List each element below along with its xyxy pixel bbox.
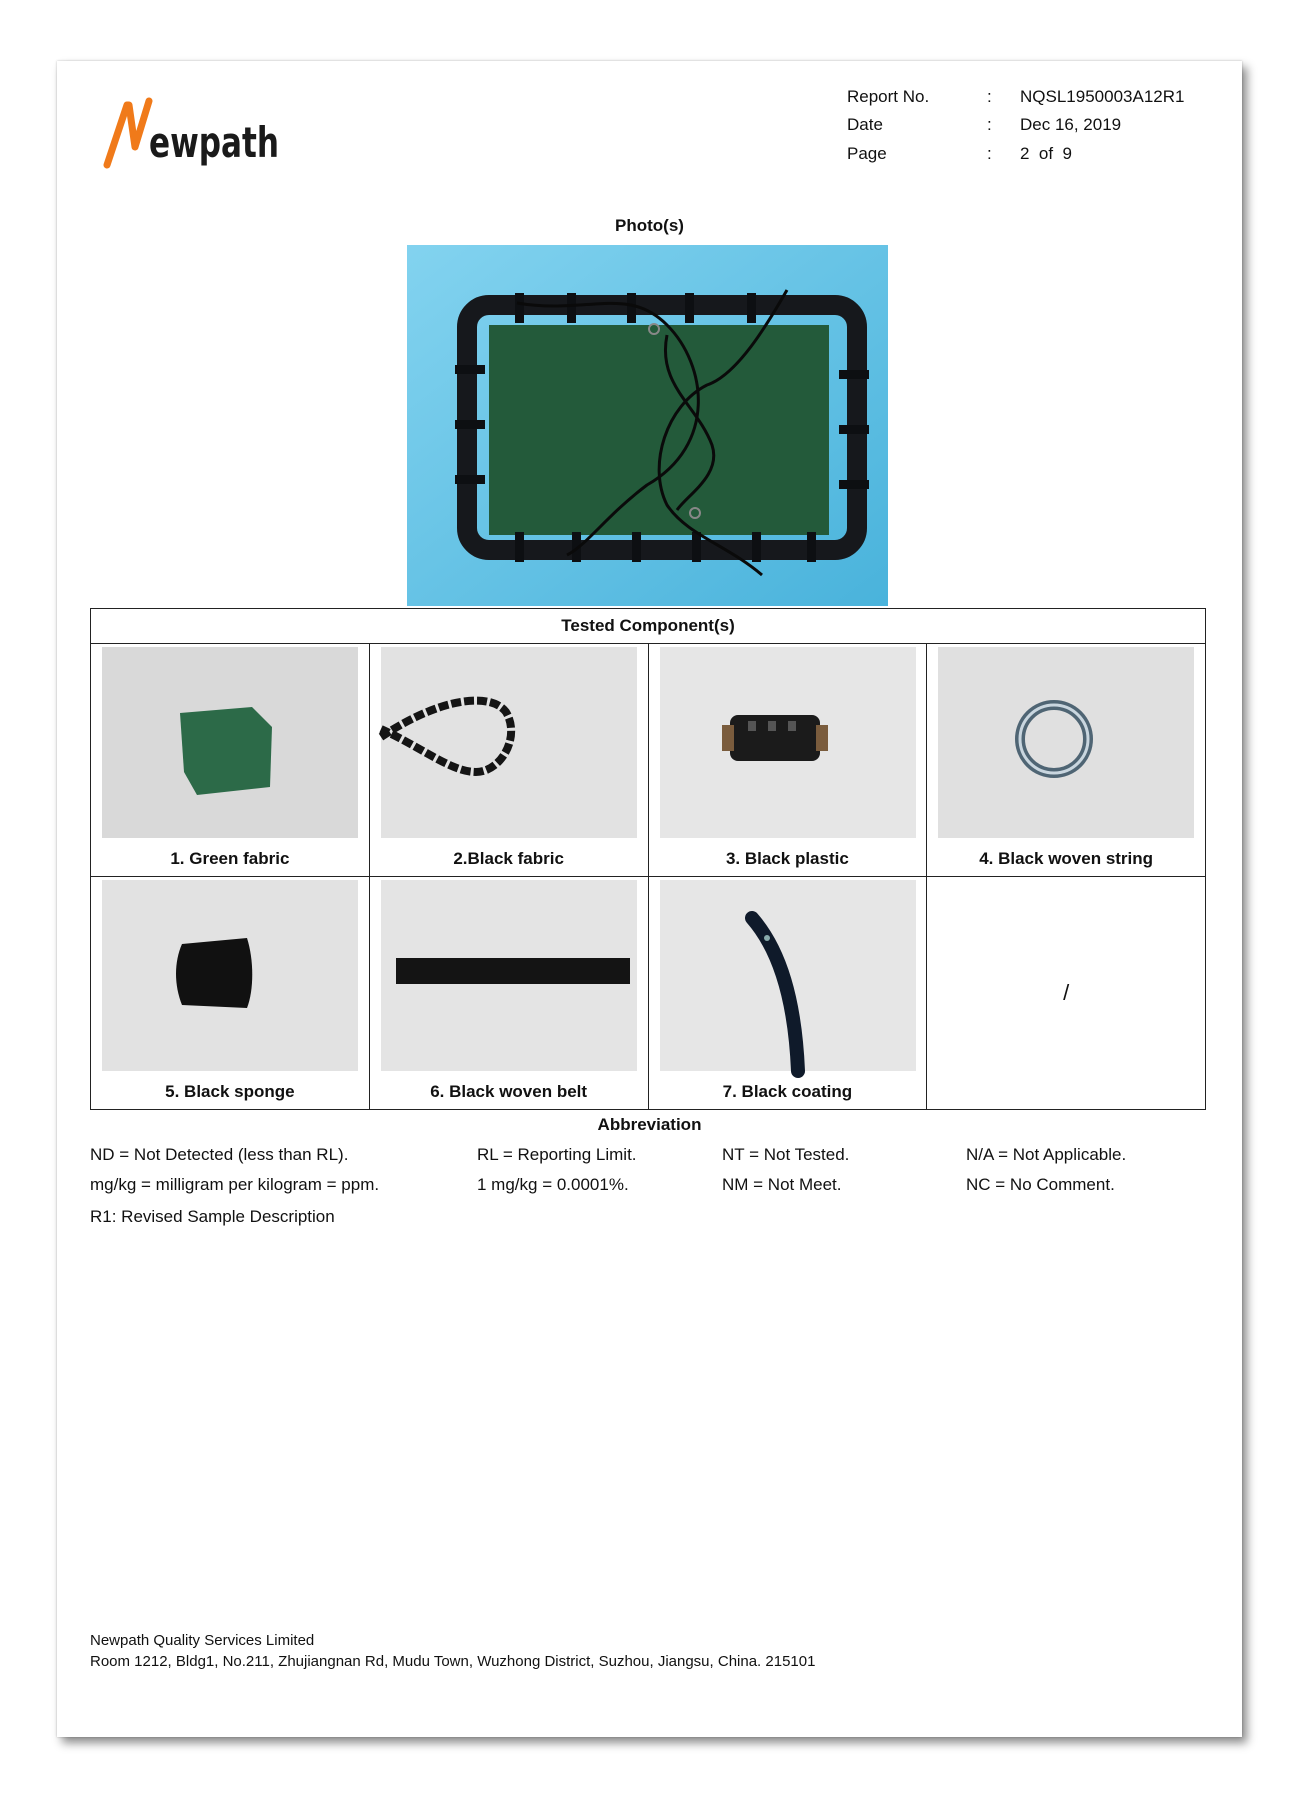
component-cell bbox=[648, 644, 927, 876]
black-fabric-photo bbox=[381, 647, 637, 838]
component-label: 5. Black sponge bbox=[165, 1082, 295, 1101]
abbr-r1: R1: Revised Sample Description bbox=[90, 1207, 335, 1226]
component-cell bbox=[91, 877, 369, 1109]
tested-components-title: Tested Component(s) bbox=[91, 609, 1205, 644]
date-colon: : bbox=[987, 115, 992, 134]
component-cell bbox=[648, 877, 927, 1109]
black-plastic-photo bbox=[660, 647, 916, 838]
abbr-percent: 1 mg/kg = 0.0001%. bbox=[477, 1175, 629, 1194]
date-value: Dec 16, 2019 bbox=[1020, 115, 1122, 134]
newpath-logo bbox=[97, 87, 287, 177]
date-label: Date bbox=[847, 115, 883, 134]
report-no-label: Report No. bbox=[847, 87, 930, 106]
page-value: 2 of 9 bbox=[1020, 144, 1072, 163]
photos-title: Photo(s) bbox=[615, 216, 684, 235]
page-label: Page bbox=[847, 144, 887, 163]
green-fabric-photo bbox=[102, 647, 358, 838]
black-coating-photo bbox=[660, 880, 916, 1071]
abbr-mgkg: mg/kg = milligram per kilogram = ppm. bbox=[90, 1175, 380, 1194]
page-colon: : bbox=[987, 144, 992, 163]
tested-components-table bbox=[90, 608, 1206, 1110]
component-label: 4. Black woven string bbox=[979, 849, 1154, 868]
abbreviation-title: Abbreviation bbox=[597, 1115, 702, 1134]
abbr-nm: NM = Not Meet. bbox=[722, 1175, 842, 1194]
black-sponge-photo bbox=[102, 880, 358, 1071]
component-label: 2.Black fabric bbox=[453, 849, 564, 868]
metal-ring-photo bbox=[938, 647, 1194, 838]
abbr-rl: RL = Reporting Limit. bbox=[477, 1145, 637, 1164]
component-label: 6. Black woven belt bbox=[430, 1082, 588, 1101]
component-label: 7. Black coating bbox=[722, 1082, 853, 1101]
empty-cell-slash: / bbox=[1063, 980, 1070, 1005]
footer-address: Room 1212, Bldg1, No.211, Zhujiangnan Rd, Mudu Town, Wuzhong District, Suzhou, Jiangsu, China. 215101 bbox=[90, 1653, 816, 1670]
table-row bbox=[91, 644, 1205, 876]
component-cell bbox=[369, 877, 648, 1109]
component-cell bbox=[91, 644, 369, 876]
sample-photo-swing bbox=[407, 245, 888, 606]
footer-company: Newpath Quality Services Limited bbox=[90, 1632, 315, 1649]
report-no-value: NQSL1950003A12R1 bbox=[1020, 87, 1185, 106]
component-cell bbox=[369, 644, 648, 876]
component-cell bbox=[926, 644, 1205, 876]
abbr-na: N/A = Not Applicable. bbox=[966, 1145, 1127, 1164]
component-label: 3. Black plastic bbox=[725, 849, 849, 868]
component-cell-empty bbox=[926, 877, 1205, 1109]
abbr-nd: ND = Not Detected (less than RL). bbox=[90, 1145, 349, 1164]
svg-text:ewpath: ewpath bbox=[149, 118, 279, 167]
black-woven-belt-photo bbox=[381, 880, 637, 1071]
component-label: 1. Green fabric bbox=[170, 849, 290, 868]
abbr-nc: NC = No Comment. bbox=[966, 1175, 1115, 1194]
abbr-nt: NT = Not Tested. bbox=[722, 1145, 850, 1164]
report-no-colon: : bbox=[987, 87, 992, 106]
table-row bbox=[91, 876, 1205, 1109]
report-page bbox=[57, 61, 1242, 1737]
